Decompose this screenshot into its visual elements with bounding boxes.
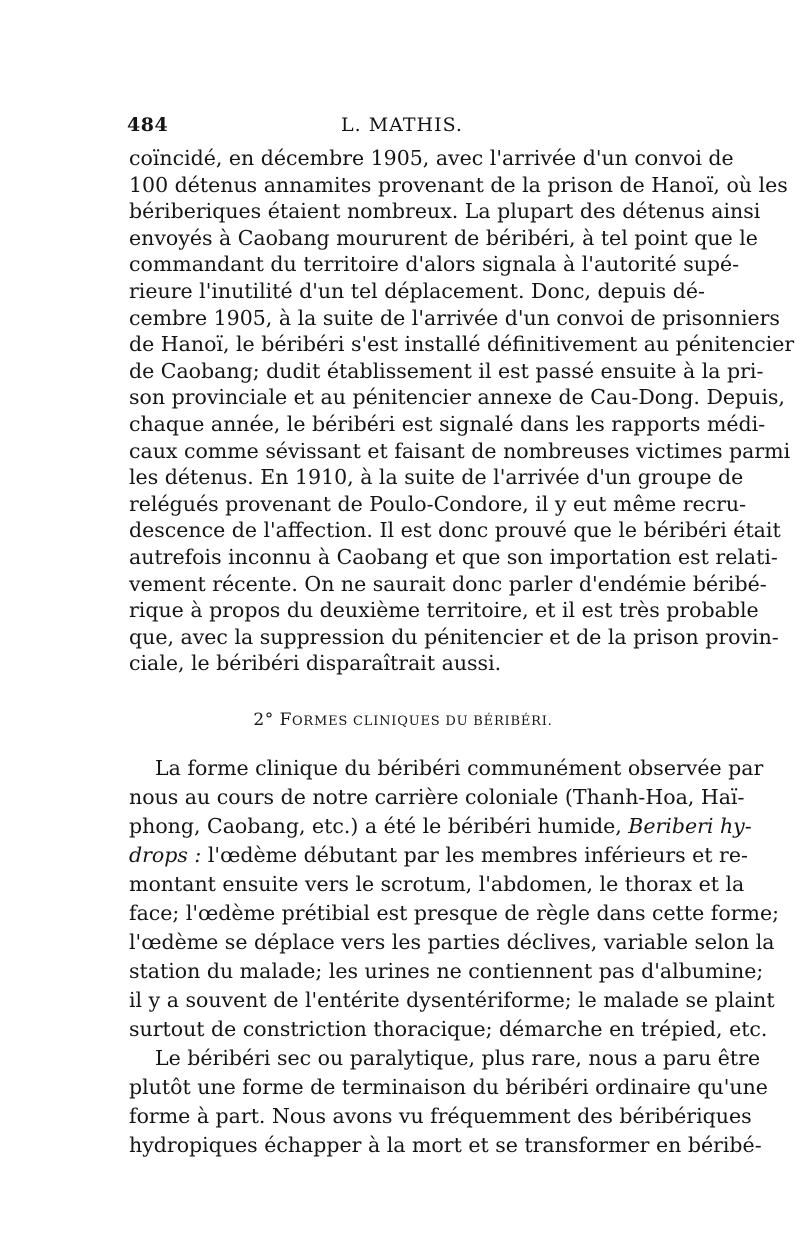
text-line: son provinciale et au pénitencier annexe de Cau-Dong. Depuis, xyxy=(129,385,785,410)
text-line xyxy=(129,840,748,870)
text-line: commandant du territoire d'alors signala à l'autorité supé- xyxy=(129,252,740,277)
text-line: envoyés à Caobang moururent de béribéri, à tel point que le xyxy=(129,225,758,250)
text-line: montant ensuite vers le scrotum, l'abdomen, le thorax et la xyxy=(129,872,745,896)
text-line: face; l'œdème prétibial est presque de règle dans cette forme; xyxy=(129,901,779,925)
text-line: hydropiques échapper à la mort et se transformer en béribé- xyxy=(129,1133,762,1157)
page-number: 484 xyxy=(127,114,169,136)
text-line: vement récente. On ne saurait donc parler d'endémie béribé- xyxy=(129,571,767,596)
section-title-initial: F xyxy=(279,710,292,730)
section-number: 2° xyxy=(253,710,274,730)
text-line: rieure l'inutilité d'un tel déplacement. Donc, depuis dé- xyxy=(129,279,705,303)
text-line: rique à propos du deuxième territoire, et il est très probable xyxy=(129,598,759,623)
text-line: caux comme sévissant et faisant de nombreuses victimes parmi xyxy=(129,438,791,463)
text-line: chaque année, le béribéri est signalé dans les rapports médi- xyxy=(129,412,766,436)
text-line xyxy=(129,811,752,841)
text-line: surtout de constriction thoracique; démarche en trépied, etc. xyxy=(129,1017,768,1041)
running-head: L. MATHIS. xyxy=(341,114,463,136)
text-line-final: ciale, le béribéri disparaîtrait aussi. xyxy=(129,651,502,676)
text-line: cembre 1905, à la suite de l'arrivée d'un convoi de prisonniers xyxy=(129,305,780,330)
text-line: plutôt une forme de terminaison du béribéri ordinaire qu'une xyxy=(129,1075,768,1099)
text-line: station du malade; les urines ne contiennent pas d'albumine; xyxy=(129,959,764,983)
text-span: phong, Caobang, etc.) a été le béribéri humide, xyxy=(129,814,622,838)
text-line: il y a souvent de l'entérite dysentériforme; le malade se plaint xyxy=(129,988,775,1012)
text-line: coïncidé, en décembre 1905, avec l'arrivée d'un convoi de xyxy=(129,146,734,170)
text-line: Le béribéri sec ou paralytique, plus rare, nous a paru être xyxy=(155,1046,761,1070)
text-line: de Hanoï, le béribéri s'est installé définitivement au pénitencier xyxy=(129,332,795,357)
text-line: bériberiques étaient nombreux. La plupart des détenus ainsi xyxy=(129,199,761,224)
text-line: forme à part. Nous avons vu fréquemment des béribériques xyxy=(129,1104,752,1128)
italic-term: drops : xyxy=(129,843,202,867)
text-line: nous au cours de notre carrière coloniale (Thanh-Hoa, Haï- xyxy=(129,785,745,809)
page-header xyxy=(127,114,677,144)
text-line: 100 détenus annamites provenant de la prison de Hanoï, où les xyxy=(129,172,788,197)
text-line: de Caobang; dudit établissement il est passé ensuite à la pri- xyxy=(129,358,764,383)
text-line: La forme clinique du béribéri communément observée par xyxy=(155,756,764,780)
text-line: relégués provenant de Poulo-Condore, il y eut même recru- xyxy=(129,491,747,516)
text-line: l'œdème se déplace vers les parties déclives, variable selon la xyxy=(129,930,775,954)
text-line: que, avec la suppression du pénitencier et de la prison provin- xyxy=(129,624,779,649)
section-heading xyxy=(129,708,677,734)
italic-term: Beriberi hy- xyxy=(628,814,752,838)
text-span: l'œdème débutant par les membres inférieurs et re- xyxy=(207,843,748,867)
text-line: les détenus. En 1910, à la suite de l'arrivée d'un groupe de xyxy=(129,465,744,490)
text-line: autrefois inconnu à Caobang et que son importation est relati- xyxy=(129,545,778,569)
text-line: descence de l'affection. Il est donc prouvé que le béribéri était xyxy=(129,518,781,543)
section-title-rest: ORMES CLINIQUES DU BÉRIBÉRI. xyxy=(291,714,553,729)
